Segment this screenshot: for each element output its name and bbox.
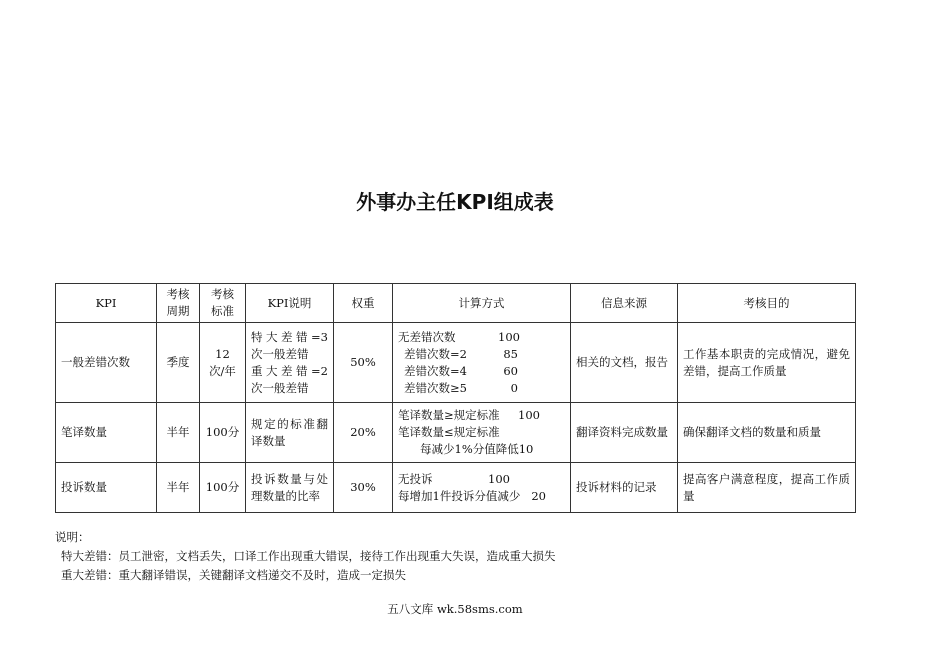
notes-section — [55, 528, 556, 585]
cell-source: 相关的文档，报告 — [571, 323, 678, 403]
header-period: 考核 周期 — [157, 284, 200, 323]
cell-calc: 无投诉 100 每增加1件投诉分值减少 20 — [393, 463, 571, 513]
table-row — [56, 323, 856, 403]
cell-source: 投诉材料的记录 — [571, 463, 678, 513]
table-header-row — [56, 284, 856, 323]
cell-kpi: 投诉数量 — [56, 463, 157, 513]
cell-calc: 无差错次数 100 差错次数=2 85 差错次数=4 60 差错次数≥5 0 — [393, 323, 571, 403]
cell-standard: 12 次/年 — [200, 323, 246, 403]
header-kpi: KPI — [56, 284, 157, 323]
note-item: 重大差错：重大翻译错误，关键翻译文档递交不及时，造成一定损失 — [61, 568, 406, 582]
cell-desc: 特大差错=3 次一般差错 重大差错=2 次一般差错 — [246, 323, 334, 403]
cell-kpi: 笔译数量 — [56, 403, 157, 463]
header-desc: KPI说明 — [246, 284, 334, 323]
cell-weight: 30% — [334, 463, 393, 513]
header-purpose: 考核目的 — [678, 284, 856, 323]
cell-standard: 100分 — [200, 463, 246, 513]
header-source: 信息来源 — [571, 284, 678, 323]
cell-kpi: 一般差错次数 — [56, 323, 157, 403]
note-item: 特大差错：员工泄密，文档丢失，口译工作出现重大错误，接待工作出现重大失误，造成重大损失 — [61, 549, 556, 563]
table-row — [56, 403, 856, 463]
cell-desc: 规定的标准翻译数量 — [246, 403, 334, 463]
cell-period: 季度 — [157, 323, 200, 403]
cell-period: 半年 — [157, 403, 200, 463]
header-weight: 权重 — [334, 284, 393, 323]
table-row — [56, 463, 856, 513]
kpi-table — [55, 283, 856, 513]
notes-heading: 说明： — [55, 530, 90, 544]
cell-weight: 50% — [334, 323, 393, 403]
footer-watermark: 五八文库 wk.58sms.com — [387, 602, 523, 616]
cell-source: 翻译资料完成数量 — [571, 403, 678, 463]
header-standard: 考核 标准 — [200, 284, 246, 323]
cell-weight: 20% — [334, 403, 393, 463]
cell-standard: 100分 — [200, 403, 246, 463]
header-calc: 计算方式 — [393, 284, 571, 323]
cell-purpose: 提高客户满意程度，提高工作质量 — [678, 463, 856, 513]
page-title: 外事办主任KPI组成表 — [356, 190, 554, 214]
cell-desc: 投诉数量与处理数量的比率 — [246, 463, 334, 513]
cell-purpose: 确保翻译文档的数量和质量 — [678, 403, 856, 463]
cell-period: 半年 — [157, 463, 200, 513]
cell-calc: 笔译数量≥规定标准 100 笔译数量≤规定标准 每减少1%分值降低10 — [393, 403, 571, 463]
cell-purpose: 工作基本职责的完成情况，避免差错，提高工作质量 — [678, 323, 856, 403]
